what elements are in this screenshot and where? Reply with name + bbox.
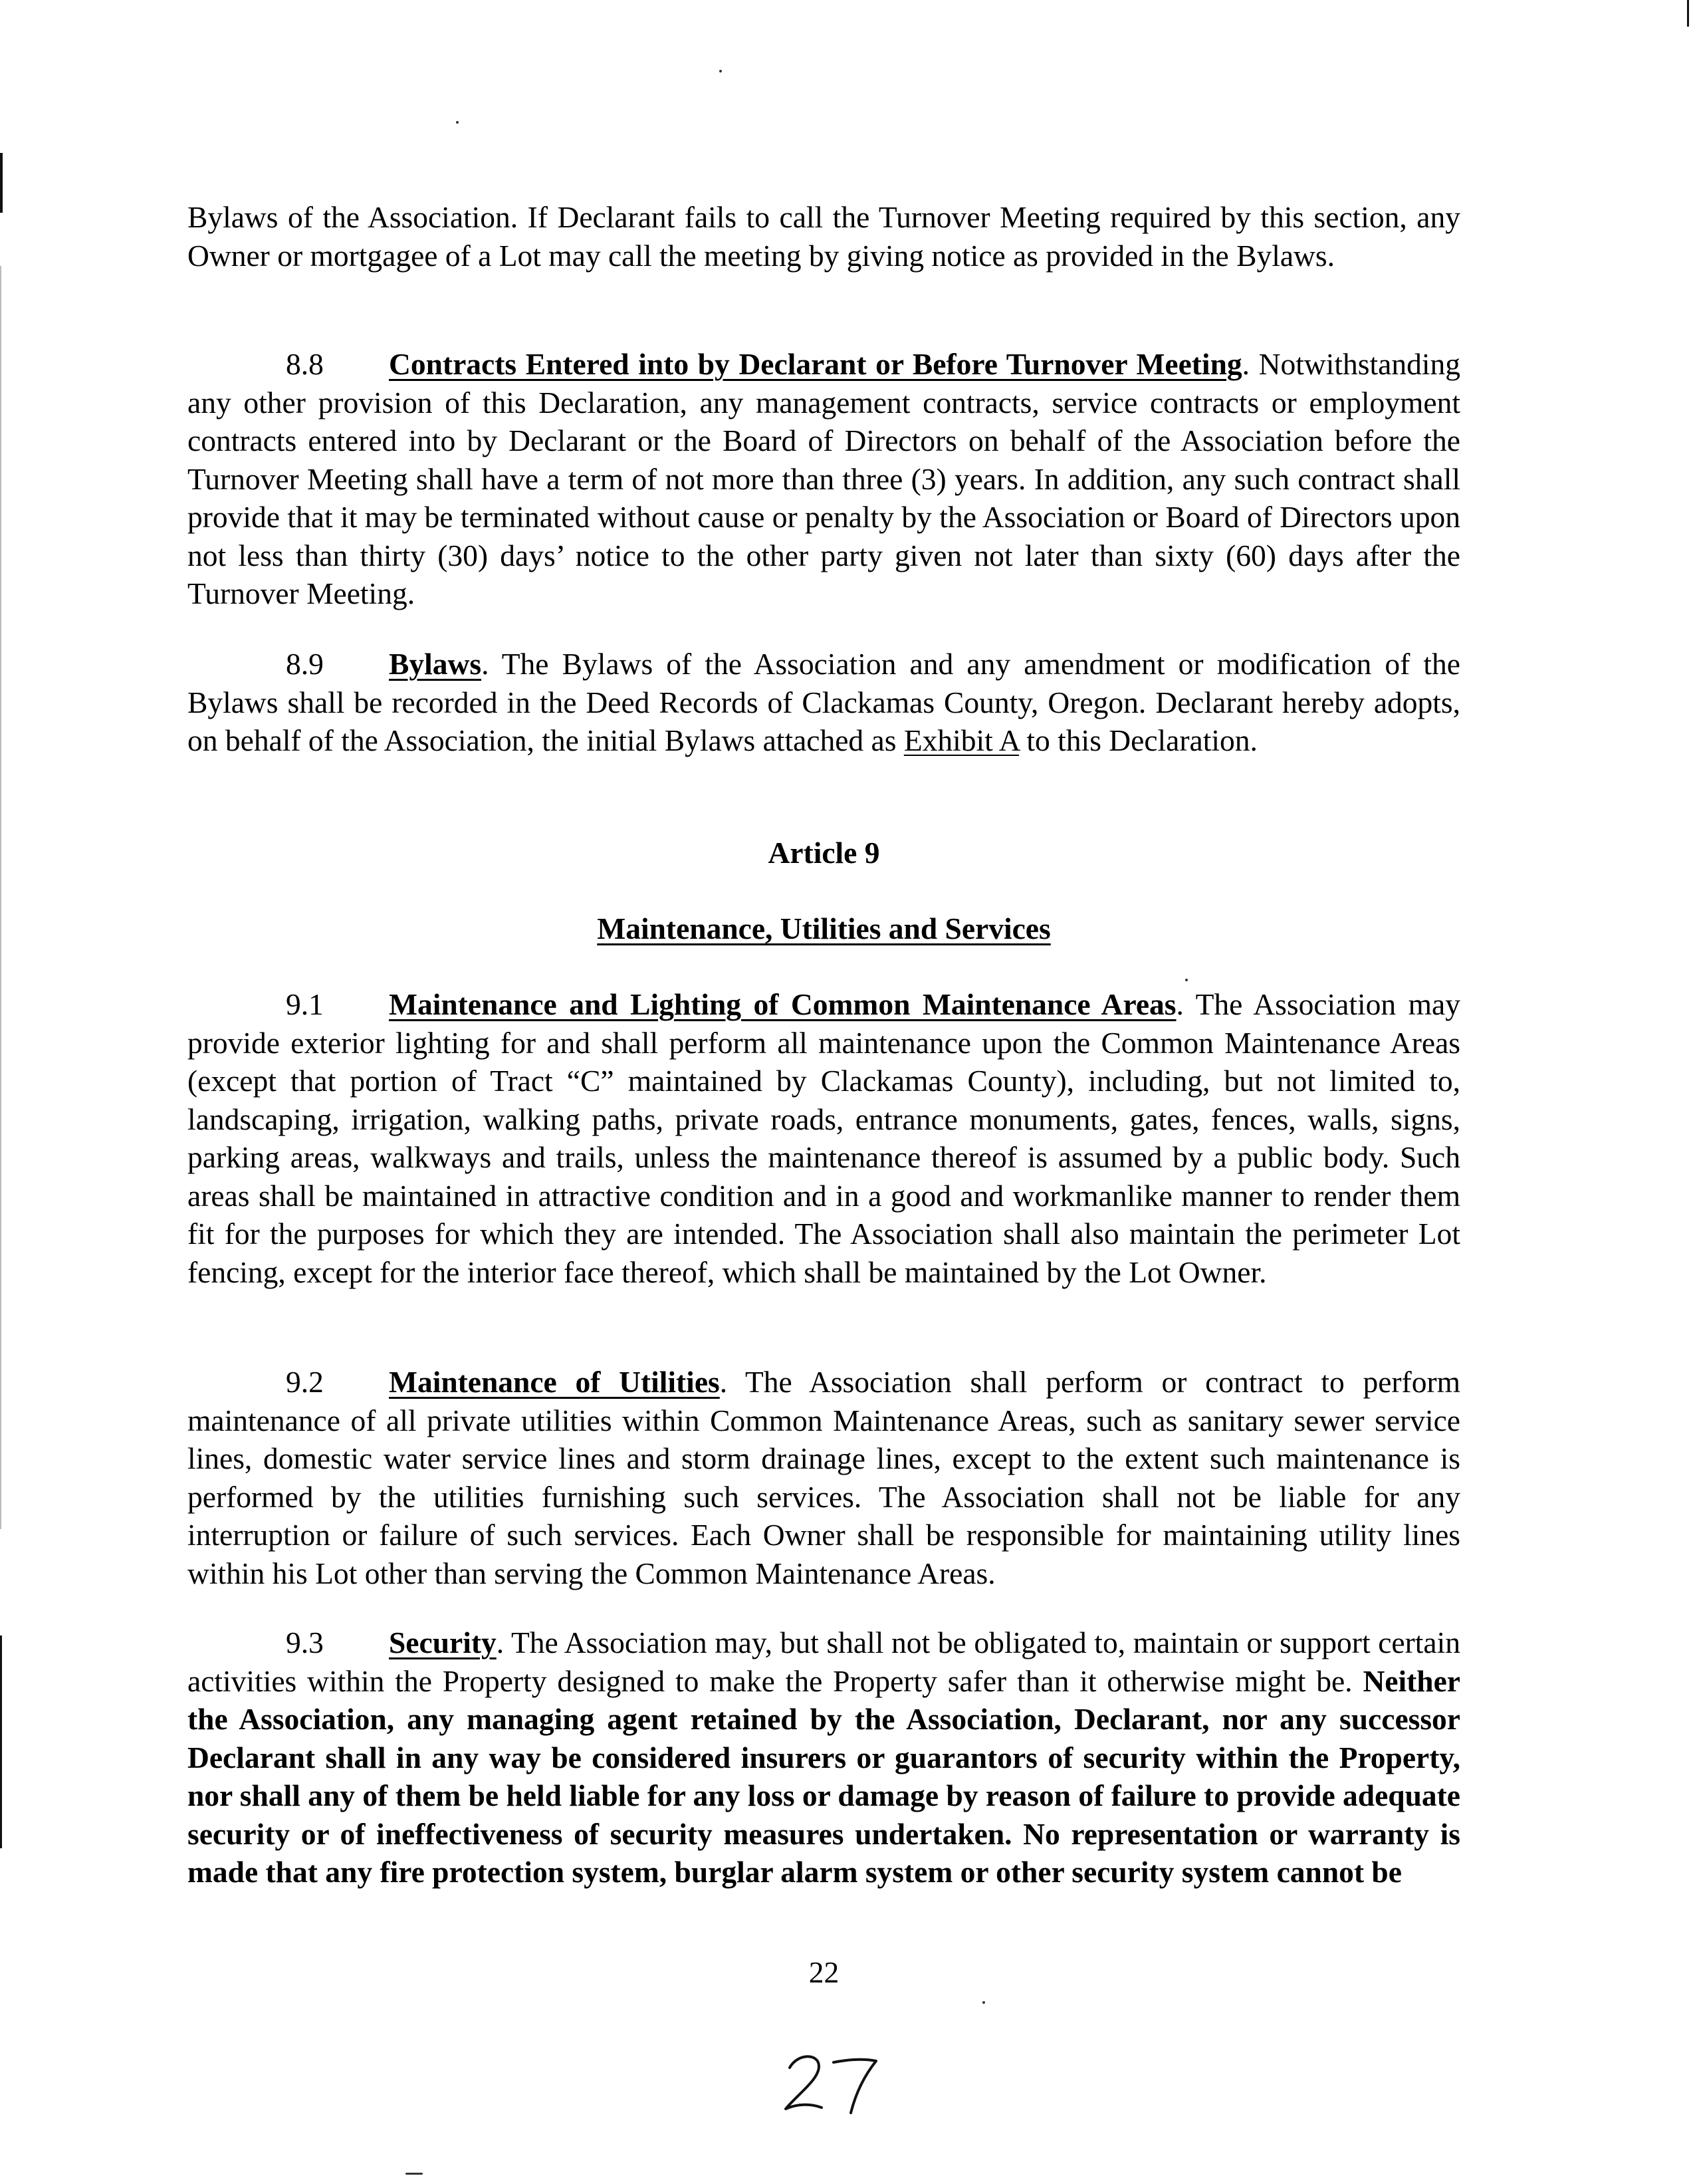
section-number: 9.3 [286, 1626, 324, 1659]
scan-edge-mark [1687, 0, 1689, 27]
section-heading: Maintenance of Utilities [389, 1365, 720, 1399]
section-9-2-text [187, 1363, 1460, 1592]
page-number: 22 [808, 1955, 840, 1989]
section-8-9-text [187, 645, 1460, 760]
section-9-1 [187, 985, 1460, 1291]
scan-edge-mark [0, 153, 3, 213]
section-number: 8.8 [286, 347, 324, 381]
article-subtitle-wrap [187, 910, 1460, 948]
section-body-end: to this Declaration. [1019, 723, 1258, 757]
section-heading: Security [389, 1626, 497, 1659]
section-heading: Maintenance and Lighting of Common Maintenance Areas [389, 987, 1177, 1021]
section-number: 8.9 [286, 647, 324, 681]
section-number: 9.1 [286, 987, 324, 1021]
scan-edge-mark [0, 266, 1, 1529]
article-subtitle: Maintenance, Utilities and Services [597, 911, 1051, 945]
article-title: Article 9 [768, 836, 880, 870]
section-8-9 [187, 645, 1460, 760]
scan-speck [405, 2173, 423, 2175]
scan-edge-mark [0, 1636, 2, 1848]
section-9-2 [187, 1363, 1460, 1592]
scan-speck [982, 2001, 985, 2004]
section-number: 9.2 [286, 1365, 324, 1399]
section-body: . The Association may provide exterior lighting for and shall perform all maintenance upon the Common Maintenance Areas (except that portion of Tract “C” maintained by Clackamas County), including, but not limited to, landscaping, irrigation, walking paths, private roads, entrance monuments, gates, fences, walls, signs, parking areas, walkways and trails, unless the maintenance thereof is assumed by a public body. Such areas shall be maintained in attractive condition and in a good and workmanlike manner to render them fit for the purposes for which they are intended. The Association shall also maintain the perimeter Lot fencing, except for the interior face thereof, which shall be maintained by the Lot Owner. [187, 987, 1460, 1289]
scan-speck [1185, 979, 1188, 981]
intro-text: Bylaws of the Association. If Declarant fails to call the Turnover Meeting required by this section, any Owner or mortgagee of a Lot may call the meeting by giving notice as provided in the Bylaws. [187, 200, 1460, 273]
section-body: . The Association may, but shall not be obligated to, maintain or support certain activities within the Property designed to make the Property safer than it otherwise might be. [187, 1626, 1460, 1698]
section-8-8 [187, 345, 1460, 613]
exhibit-reference: Exhibit A [903, 723, 1020, 757]
section-heading: Contracts Entered into by Declarant or Before Turnover Meeting [389, 347, 1242, 381]
section-body: . Notwithstanding any other provision of this Declaration, any management contracts, service contracts or employment contracts entered into by Declarant or the Board of Directors on behalf of the Association before the Turnover Meeting shall have a term of not more than three (3) years. In addition, any such contract shall provide that it may be terminated without cause or penalty by the Association or Board of Directors upon not less than thirty (30) days’ notice to the other party given not later than sixty (60) days after the Turnover Meeting. [187, 347, 1460, 610]
intro-paragraph [187, 198, 1460, 275]
scan-speck [456, 121, 459, 124]
section-heading: Bylaws [389, 647, 482, 681]
section-9-1-text [187, 985, 1460, 1291]
section-9-3-text [187, 1624, 1460, 1891]
section-body: . The Association shall perform or contract to perform maintenance of all private utilities within Common Maintenance Areas, such as sanitary sewer service lines, domestic water service lines and storm drainage lines, except to the extent such maintenance is performed by the utilities furnishing such services. The Association shall not be liable for any interruption or failure of such services. Each Owner shall be responsible for maintaining utility lines within his Lot other than serving the Common Maintenance Areas. [187, 1365, 1460, 1590]
section-9-3 [187, 1624, 1460, 1891]
section-body: . The Bylaws of the Association and any amendment or modification of the Bylaws shall be recorded in the Deed Records of Clackamas County, Oregon. Declarant hereby adopts, on behalf of the Association, the initial Bylaws attached as [187, 647, 1460, 757]
section-bold-disclaimer: Neither the Association, any managing agent retained by the Association, Declarant, nor any successor Declarant shall in any way be considered insurers or guarantors of security within the Property, nor shall any of them be held liable for any loss or damage by reason of failure to provide adequate security or of ineffectiveness of security measures undertaken. No representation or warranty is made that any fire protection system, burglar alarm system or other security system cannot be [187, 1663, 1460, 1889]
handwritten-number-annotation [778, 2048, 884, 2121]
scan-speck [719, 70, 722, 72]
section-8-8-text [187, 345, 1460, 613]
